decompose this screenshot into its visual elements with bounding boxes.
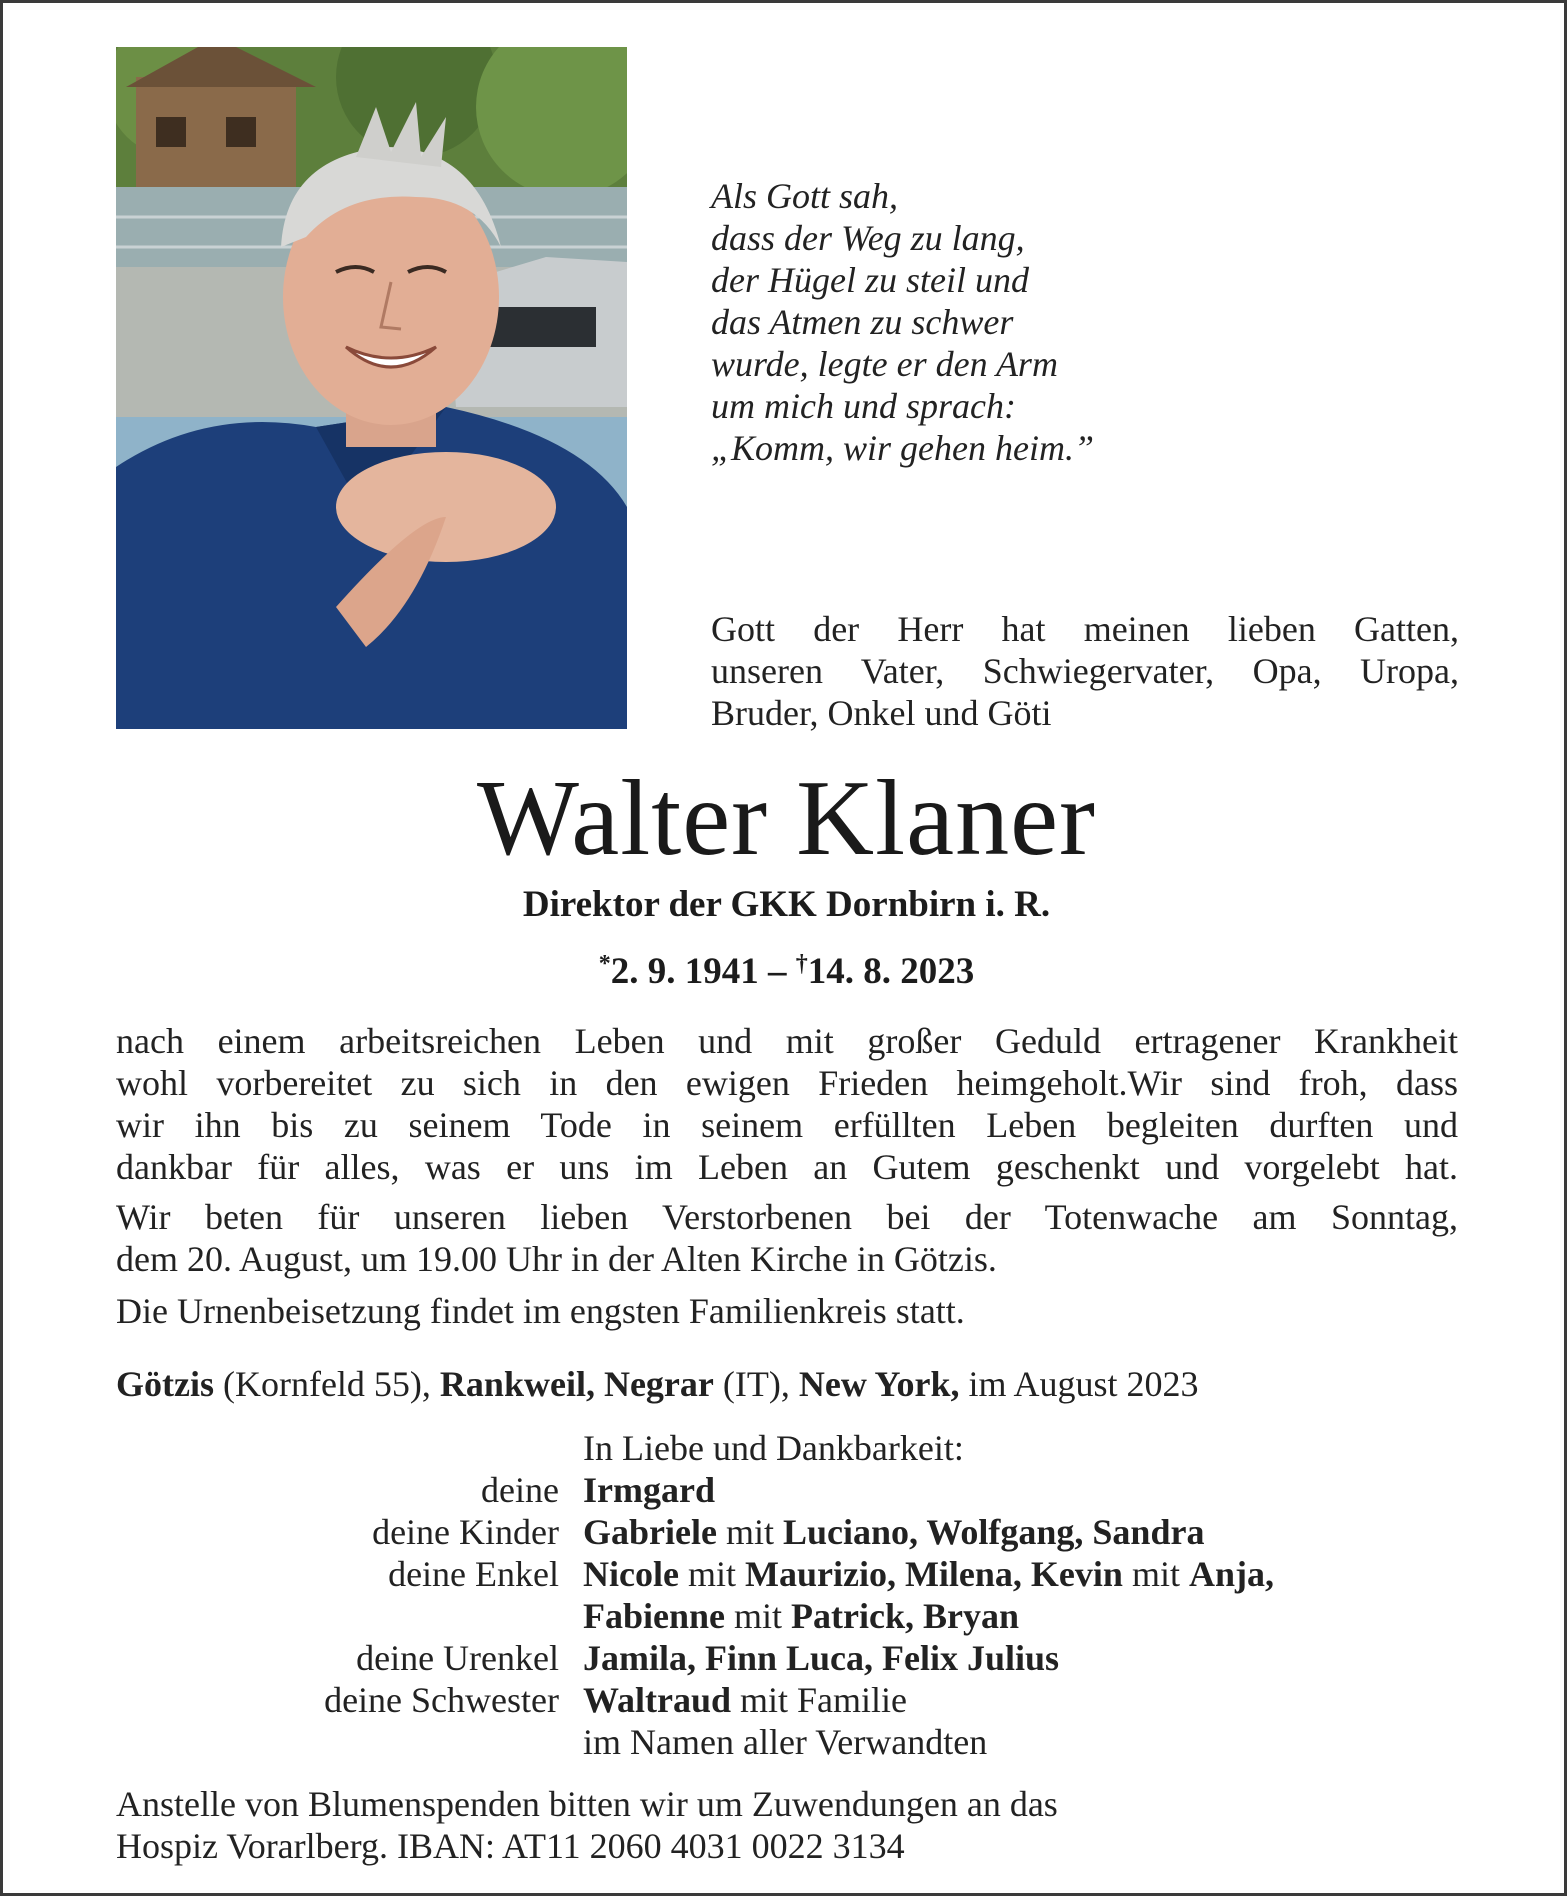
place-rankweil-negrar: Rankweil, Negrar xyxy=(439,1364,714,1404)
signatory-row xyxy=(116,1511,1516,1553)
signatory-row xyxy=(116,1721,1516,1763)
signatory-name-part: Jamila, Finn Luca, Felix Julius xyxy=(583,1638,1060,1678)
intro-line: Gott der Herr hat meinen lieben Gatten, xyxy=(711,609,1459,649)
intro-text xyxy=(711,608,1459,734)
poem-line: der Hügel zu steil und xyxy=(711,260,1029,300)
poem-line: „Komm, wir gehen heim.” xyxy=(711,428,1095,468)
paragraph-line: Wir beten für unseren lieben Verstorbenen bei der Totenwache am Sonntag, xyxy=(116,1197,1458,1237)
signatory-names xyxy=(583,1595,1019,1637)
signatory-name-part: im Namen aller Verwandten xyxy=(583,1722,988,1762)
signatories-list xyxy=(116,1469,1516,1763)
sig-spacer xyxy=(116,1427,583,1469)
signatory-names xyxy=(583,1553,1274,1595)
signatory-names xyxy=(583,1637,1059,1679)
date-separator: – xyxy=(758,951,796,992)
signatory-name-part: Waltraud xyxy=(583,1680,732,1720)
signatory-name-part: mit xyxy=(678,1554,745,1594)
signatory-relation: deine xyxy=(481,1470,559,1510)
signatory-relation xyxy=(116,1595,583,1637)
signatory-names xyxy=(583,1511,1204,1553)
paragraph-burial xyxy=(116,1290,1458,1332)
poem xyxy=(711,175,1431,469)
signatory-relation xyxy=(116,1721,583,1763)
signatory-row xyxy=(116,1637,1516,1679)
notice-date: im August 2023 xyxy=(959,1364,1199,1404)
portrait-photo xyxy=(116,47,627,729)
places-text xyxy=(116,1363,1458,1405)
paragraph-wake xyxy=(116,1196,1458,1280)
poem-line: dass der Weg zu lang, xyxy=(711,218,1025,258)
signatory-name-part: Gabriele xyxy=(583,1512,717,1552)
signatory-name-part: Fabienne xyxy=(583,1596,726,1636)
birth-date: 2. 9. 1941 xyxy=(610,951,759,992)
signatory-name-part: Nicole xyxy=(583,1554,679,1594)
signatory-name-part: Maurizio, Milena, Kevin xyxy=(744,1554,1123,1594)
signatory-relation: deine Kinder xyxy=(372,1512,559,1552)
paragraph-line: Die Urnenbeisetzung findet im engsten Familienkreis statt. xyxy=(116,1291,965,1331)
deceased-title: Direktor der GKK Dornbirn i. R. xyxy=(522,884,1051,925)
place-gotzis: Götzis xyxy=(116,1364,214,1404)
intro-line: unseren Vater, Schwiegervater, Opa, Uropa, xyxy=(711,651,1459,691)
iban-line: Hospiz Vorarlberg. IBAN: AT11 2060 4031 0022 3134 xyxy=(116,1826,905,1866)
paragraph-line: nach einem arbeitsreichen Leben und mit großer Geduld ertragener Krankheit xyxy=(116,1021,1458,1061)
paragraph-line: dankbar für alles, was er uns im Leben an Gutem geschenkt und vorgelebt hat. xyxy=(116,1147,1458,1187)
life-dates xyxy=(3,942,1567,994)
death-symbol: † xyxy=(795,951,808,977)
paragraph-main xyxy=(116,1020,1458,1188)
signatory-row xyxy=(116,1679,1516,1721)
paragraph-line: wohl vorbereitet zu sich in den ewigen Frieden heimgeholt.Wir sind froh, dass xyxy=(116,1063,1458,1103)
signatory-relation: deine Schwester xyxy=(324,1680,559,1720)
paragraph-line: dem 20. August, um 19.00 Uhr in der Alten Kirche in Götzis. xyxy=(116,1239,997,1279)
signatory-names xyxy=(583,1679,907,1721)
signatory-name-part: Anja, xyxy=(1188,1554,1274,1594)
signatories-heading-row xyxy=(116,1427,1516,1469)
signatory-name-part: Patrick, Bryan xyxy=(791,1596,1020,1636)
signatory-relation: deine Urenkel xyxy=(356,1638,559,1678)
donation-line: Anstelle von Blumenspenden bitten wir um Zuwendungen an das xyxy=(116,1784,1058,1824)
signatory-row xyxy=(116,1595,1516,1637)
signatory-row xyxy=(116,1469,1516,1511)
places-line xyxy=(116,1363,1458,1405)
intro-line: Bruder, Onkel und Göti xyxy=(711,693,1052,733)
donation-note xyxy=(116,1783,1458,1867)
signatory-name-part: mit xyxy=(725,1596,792,1636)
death-date: 14. 8. 2023 xyxy=(807,951,975,992)
birth-symbol: * xyxy=(598,951,611,977)
signatory-row xyxy=(116,1553,1516,1595)
poem-line: das Atmen zu schwer xyxy=(711,302,1014,342)
place-country: (IT), xyxy=(713,1364,799,1404)
signatory-name-part: mit Familie xyxy=(731,1680,908,1720)
signatory-name-part: mit xyxy=(1122,1554,1189,1594)
poem-line: um mich und sprach: xyxy=(711,386,1016,426)
signatory-name-part: Irmgard xyxy=(583,1470,715,1510)
poem-line: wurde, legte er den Arm xyxy=(711,344,1058,384)
signatory-name-part: mit xyxy=(716,1512,783,1552)
signatories xyxy=(116,1427,1516,1763)
signatory-names xyxy=(583,1469,715,1511)
paragraph-line: wir ihn bis zu seinem Tode in seinem erfüllten Leben begleiten durften und xyxy=(116,1105,1458,1145)
signatories-heading: In Liebe und Dankbarkeit: xyxy=(583,1428,964,1468)
place-new-york: New York, xyxy=(798,1364,960,1404)
signatory-name-part: Luciano, Wolfgang, Sandra xyxy=(782,1512,1205,1552)
signatory-relation: deine Enkel xyxy=(388,1554,559,1594)
deceased-name: Walter Klaner xyxy=(477,759,1096,878)
signatory-names xyxy=(583,1721,987,1763)
poem-line: Als Gott sah, xyxy=(711,176,899,216)
place-address: (Kornfeld 55), xyxy=(213,1364,440,1404)
